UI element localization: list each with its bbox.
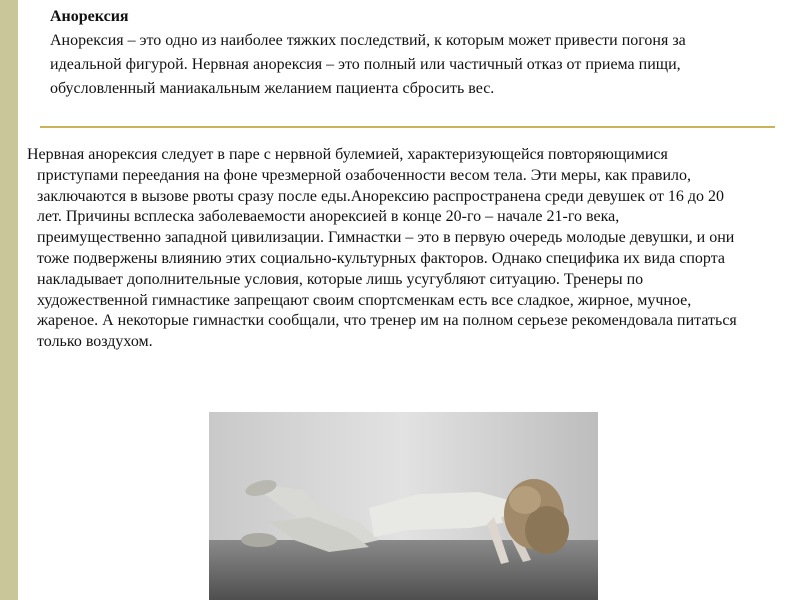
header-divider [40,126,775,128]
body-paragraph: Нервная анорексия следует в паре с нервной булемией, характеризующейся повторяющимися приступами переедания на фоне чрезмерной озабоченности весом тела. Эти меры, как правило, заключаются в вызове рвоты сразу после еды.Анорексию распространена среди девушек от 16 до 20 лет. Причины всплеска заболеваемости анорексией в конце 20-го – начале 21-го века, преимущественно западной цивилизации. Гимнастки – это в первую очередь молодые девушки, и они тоже подвержены влиянию этих социально-культурных факторов. Однако специфика их вида спорта накладывает дополнительные условия, которые лишь усугубляют ситуацию. Тренеры по художественной гимнастике запрещают своим спортсменкам есть все сладкое, жирное, мучное, жареное. А некоторые гимнастки сообщали, что тренер им на полном серьезе рекомендовала питаться только воздухом. [27,146,737,351]
sidebar-accent [0,0,18,600]
slide-title: Анорексия [50,8,129,25]
slide-intro-text: Анорексия – это одно из наиболее тяжких последствий, к которым может привести погоня за идеальной фигурой. Нервная анорексия – это полный или частичный отказ от приема пищи, обусловленный маниакальным желанием пациента сбросить вес. [50,32,686,97]
slide-header [50,6,750,101]
gymnast-photo [209,412,598,600]
